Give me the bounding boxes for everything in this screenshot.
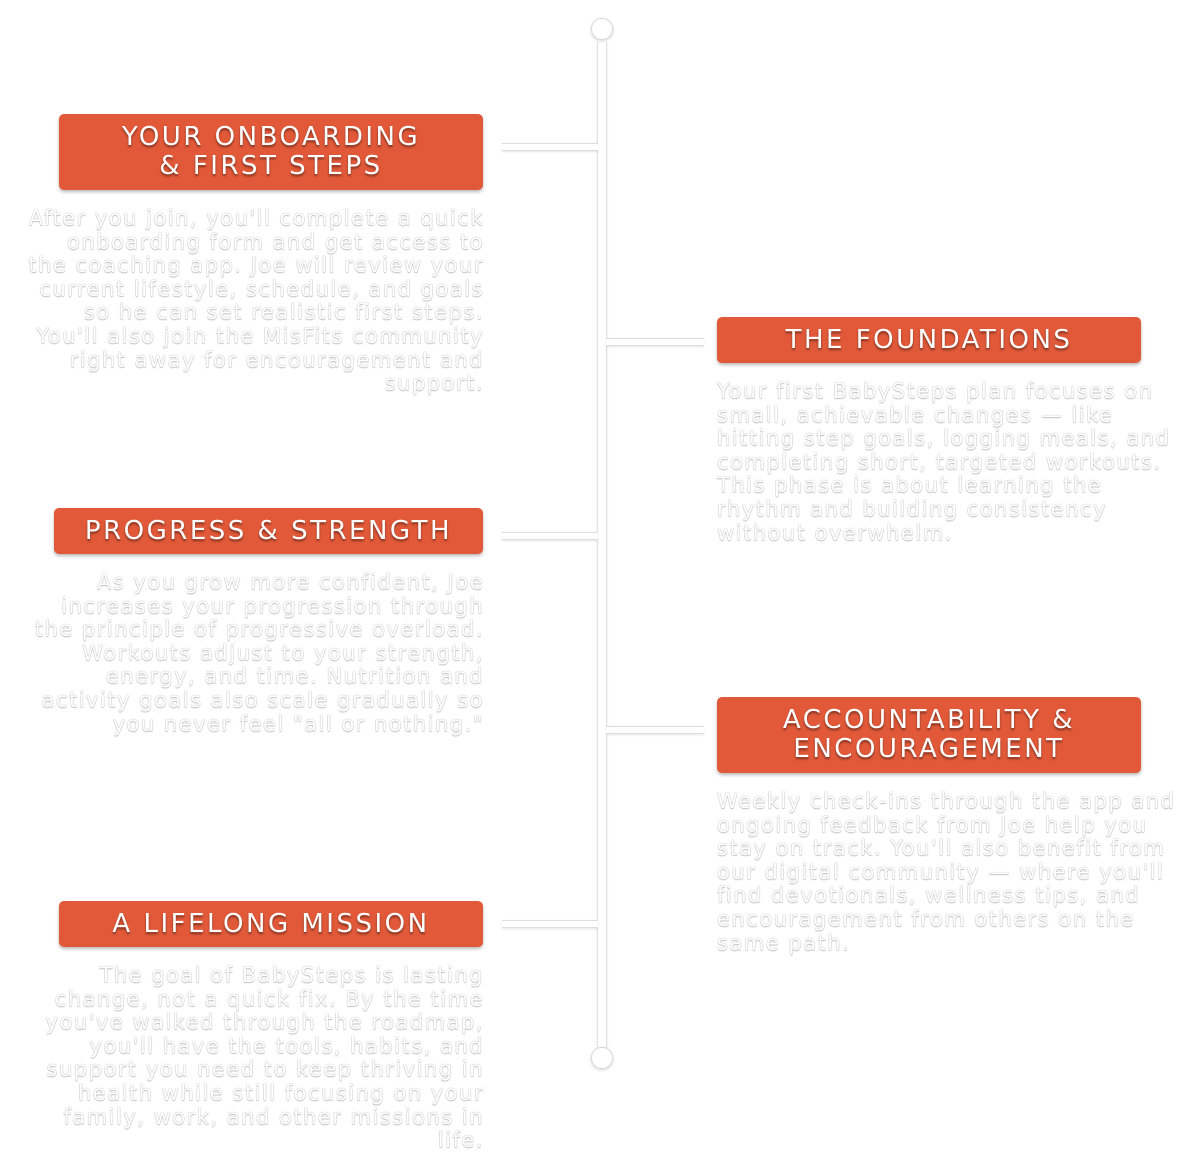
step-5-title-badge — [59, 901, 483, 947]
step-4-connector — [606, 726, 704, 734]
step-1-description: After you join, you'll complete a quick onboarding form and get access to the coaching app. Joe will review your current lifestyle, schedule, and goals so he can set realistic first steps. You'll also join the MisFits community right away for encouragement and support. — [28, 206, 484, 396]
step-4-title-badge — [717, 697, 1141, 773]
step-1-title-badge — [59, 114, 483, 190]
step-3-title: PROGRESS & STRENGTH — [84, 515, 453, 546]
step-3-title-badge — [54, 508, 483, 554]
timeline-line — [597, 42, 607, 1047]
step-5-connector — [502, 920, 598, 928]
step-2-title: THE FOUNDATIONS — [785, 324, 1073, 355]
step-4-description: Weekly check-ins through the app and ongoing feedback from Joe help you stay on track. You'll also benefit from our digital community — where you'll find devotionals, wellness tips, and encouragement from others on the same path. — [717, 789, 1176, 955]
step-1-title: YOUR ONBOARDING & FIRST STEPS — [121, 122, 421, 181]
step-5-description: The goal of BabySteps is lasting change, not a quick fix. By the time you've walked through the roadmap, you'll have the tools, habits, and support you need to keep thriving in health while still focusing on your family, work, and other missions in life. — [45, 963, 484, 1153]
step-2-title-badge — [717, 317, 1141, 363]
step-1-connector — [502, 143, 598, 151]
timeline-start-node — [591, 18, 613, 40]
step-2-description: Your first BabySteps plan focuses on small, achievable changes — like hitting step goals, logging meals, and completing short, targeted workouts. This phase is about learning the rhythm and building consistency without overwhelm. — [717, 379, 1171, 545]
step-4-title: ACCOUNTABILITY & ENCOURAGEMENT — [782, 705, 1076, 764]
step-5-title: A LIFELONG MISSION — [112, 908, 430, 939]
step-3-description: As you grow more confident, Joe increases your progression through the principle of progressive overload. Workouts adjust to your strength, energy, and time. Nutrition and activity goals also scale gradually so you never feel "all or nothing." — [34, 570, 484, 736]
timeline-end-node — [591, 1047, 613, 1069]
step-3-connector — [502, 532, 598, 540]
step-2-connector — [606, 338, 704, 346]
